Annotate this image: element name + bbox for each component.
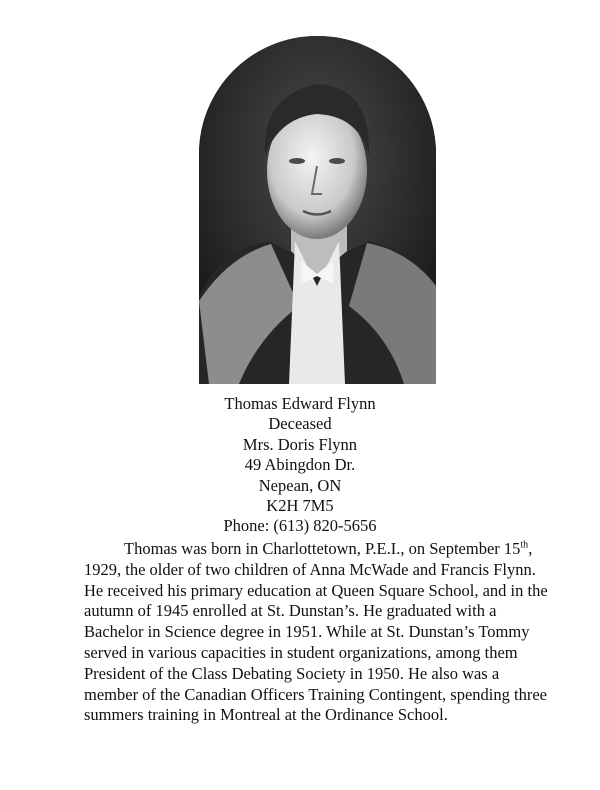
biography (84, 539, 554, 726)
city-province: Nepean, ON (258, 475, 342, 495)
graduate-portrait-icon (199, 36, 436, 384)
status-text: Deceased (268, 414, 332, 434)
biography-paragraph (84, 539, 554, 726)
postal-code: K2H 7M5 (266, 496, 334, 516)
person-name: Thomas Edward Flynn (224, 394, 376, 413)
contact-block (0, 394, 600, 537)
bio-text-part1: Thomas was born in Charlottetown, P.E.I., on September 15 (124, 539, 521, 558)
portrait-photo (199, 36, 436, 384)
street-address: 49 Abingdon Dr. (244, 455, 356, 475)
bio-text-part2: , 1929, the older of two children of Anna McWade and Francis Flynn. He received his primary education at Queen Square School, and in the autumn of 1945 enrolled at St. Dunstan’s. He graduated with a Bachelor in Science degree in 1951. While at St. Dunstan’s Tommy served in various capacities in student organizations, among them President of the Class Debating Society in 1950. He also was a member of the Canadian Officers Training Contingent, spending three summers training in Montreal at the Ordinance School. (84, 539, 548, 725)
contact-person: Mrs. Doris Flynn (242, 434, 358, 454)
phone-number: Phone: (613) 820-5656 (223, 516, 377, 536)
ordinal-suffix: th (520, 539, 529, 551)
